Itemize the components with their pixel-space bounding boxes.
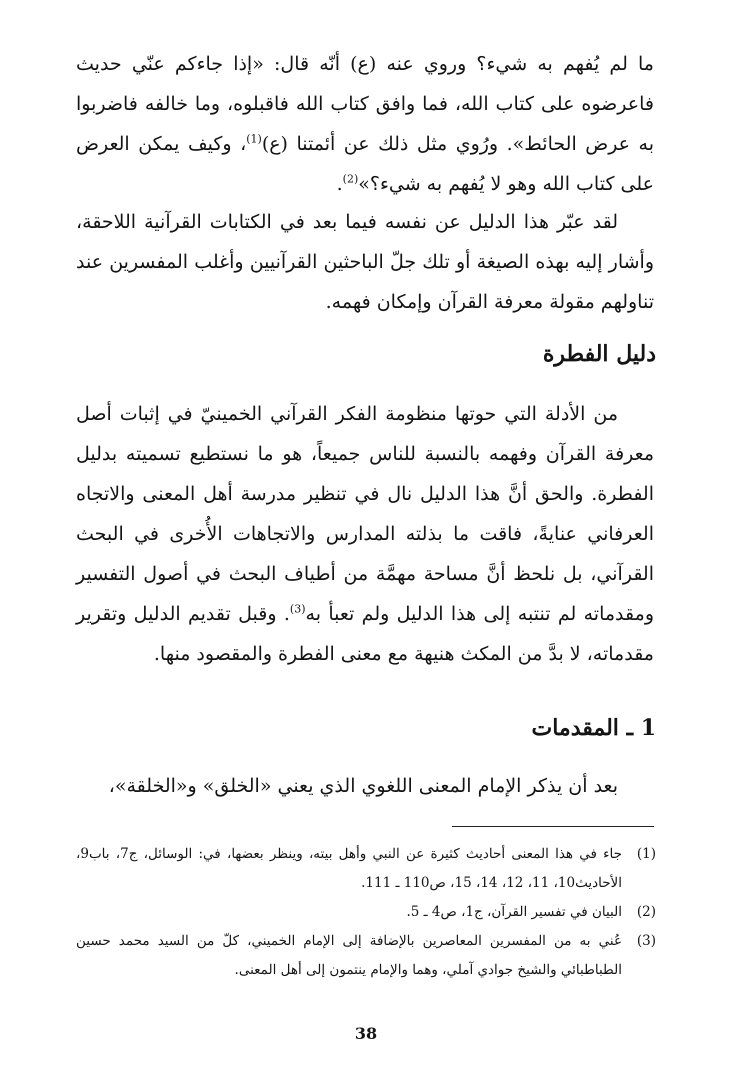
footnote-separator xyxy=(452,826,654,827)
section-heading: دليل الفطرة xyxy=(542,341,656,367)
footnote-1 xyxy=(76,840,656,898)
footnote-2 xyxy=(76,898,656,927)
paragraph-last-text: بعد أن يذكر الإمام المعنى اللغوي الذي يعني «الخلق» و«الخلقة»، xyxy=(108,775,618,797)
section-paragraph-text-after: . وقبل تقديم الدليل وتقرير مقدماته، لا بدَّ من المكث هنيهة مع معنى الفطرة والمقصود منها. xyxy=(76,603,654,665)
footnote-number: (2) xyxy=(636,904,656,920)
paragraph-2-text: لقد عبّر هذا الدليل عن نفسه فيما بعد في الكتابات القرآنية اللاحقة، وأشار إليه بهذه الصيغة أو تلك جلّ الباحثين القرآنيين وأغلب المفسرين عند تناولهم مقولة معرفة القرآن وإمكان فهمه. xyxy=(76,211,654,313)
footnote-3 xyxy=(76,927,656,985)
footnote-number: (3) xyxy=(636,933,656,949)
subheading: 1 ـ المقدمات xyxy=(531,715,656,741)
paragraph-1-text-after: ، وكيف يمكن العرض على كتاب الله وهو لا يُفهم به شيء؟» xyxy=(76,133,654,195)
footnote-number: (1) xyxy=(636,846,656,862)
section-paragraph-text: من الأدلة التي حوتها منظومة الفكر القرآني الخمينيّ في إثبات أصل معرفة القرآن وفهمه بالنسبة للناس جميعاً، هو ما نستطيع تسميته بدليل الفطرة. والحق أنَّ هذا الدليل نال في تنظير مدرسة أهل المعنى والاتجاه العرفاني عنايةً، فاقت ما بذلته المدارس والاتجاهات الأُخرى في البحث القرآني، بل نلحظ أنَّ مساحة مهمَّة من أطياف البحث في أصول التفسير ومقدماته لم تنتبه إلى هذا الدليل ولم تعبأ به xyxy=(76,403,654,625)
footnote-ref-1: (1) xyxy=(246,132,262,146)
footnotes xyxy=(76,840,656,985)
footnote-text: عُني به من المفسرين المعاصرين بالإضافة إلى الإمام الخميني، كلّ من السيد محمد حسين الطباطبائي والشيخ جوادي آملي، وهما والإمام ينتمون إلى أهل المعنى. xyxy=(76,933,622,978)
paragraph-1-end: . xyxy=(336,173,343,195)
section-paragraph xyxy=(76,394,654,674)
paragraph-1 xyxy=(76,44,654,204)
paragraph-2 xyxy=(76,202,654,322)
footnote-ref-3: (3) xyxy=(289,602,306,616)
footnote-text: جاء في هذا المعنى أحاديث كثيرة عن النبي وأهل بيته، وينظر بعضها، في: الوسائل، ج7، باب9، الأحاديث10، 11، 12، 14، 15، ص110 ـ 111. xyxy=(76,846,622,891)
footnote-text: البيان في تفسير القرآن، ج1، ص4 ـ 5. xyxy=(406,904,622,920)
footnote-ref-2: (2) xyxy=(342,172,359,186)
paragraph-1-text: ما لم يُفهم به شيء؟ وروي عنه (ع) أنّه قال: «إذا جاءكم عنّي حديث فاعرضوه على كتاب الله، فما وافق كتاب الله فاقبلوه، وما خالفه فاضربوا به عرض الحائط». ورُوي مثل ذلك عن أئمتنا (ع) xyxy=(76,53,655,155)
page-number: 38 xyxy=(354,1024,378,1043)
paragraph-last xyxy=(76,766,654,806)
